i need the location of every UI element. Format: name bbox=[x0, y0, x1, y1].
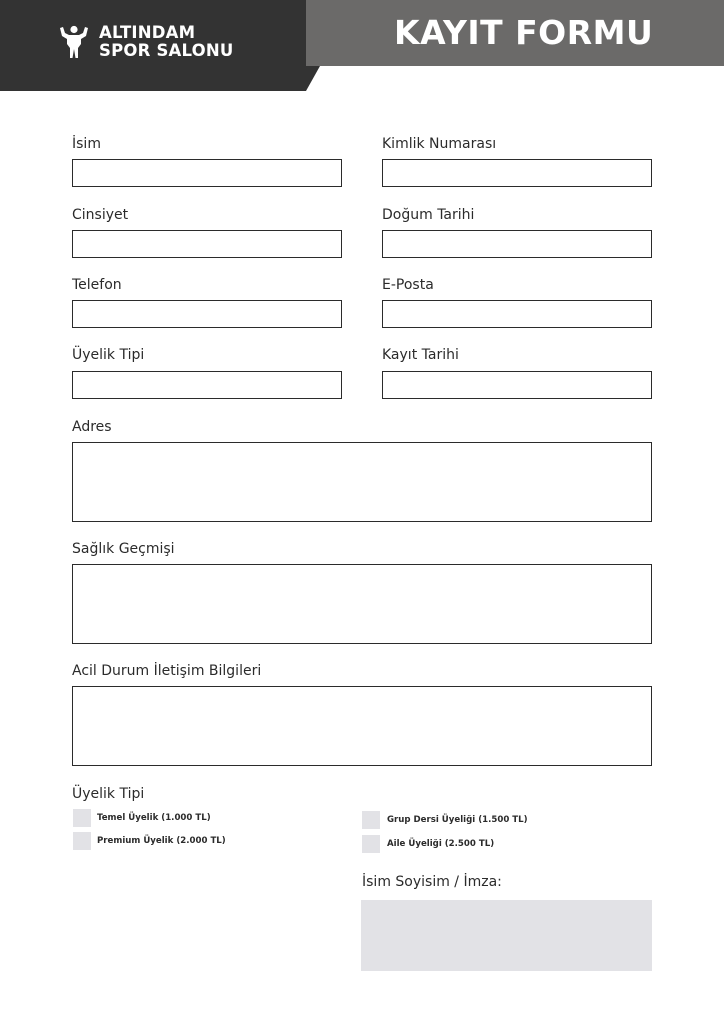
premium-uyelik-label: Premium Üyelik (2.000 TL) bbox=[97, 836, 226, 846]
uyelik-tipi-field[interactable] bbox=[72, 371, 342, 399]
adres-field[interactable] bbox=[72, 442, 652, 522]
temel-uyelik-label: Temel Üyelik (1.000 TL) bbox=[97, 813, 211, 823]
signature-field[interactable] bbox=[361, 900, 652, 971]
brand-name bbox=[99, 24, 233, 60]
cinsiyet-field[interactable] bbox=[72, 230, 342, 258]
aile-uyeligi-label: Aile Üyeliği (2.500 TL) bbox=[387, 839, 495, 849]
signature-label: İsim Soyisim / İmza: bbox=[362, 874, 502, 890]
telefon-label: Telefon bbox=[72, 277, 122, 293]
grup-dersi-checkbox[interactable] bbox=[362, 811, 380, 829]
dogum-tarihi-field[interactable] bbox=[382, 230, 652, 258]
bodybuilder-icon bbox=[56, 24, 92, 60]
isim-label: İsim bbox=[72, 136, 101, 152]
isim-field[interactable] bbox=[72, 159, 342, 187]
dogum-tarihi-label: Doğum Tarihi bbox=[382, 207, 475, 223]
membership-title: Üyelik Tipi bbox=[72, 786, 145, 802]
kayit-tarihi-field[interactable] bbox=[382, 371, 652, 399]
acil-durum-label: Acil Durum İletişim Bilgileri bbox=[72, 663, 262, 679]
kimlik-field[interactable] bbox=[382, 159, 652, 187]
premium-uyelik-checkbox[interactable] bbox=[73, 832, 91, 850]
eposta-field[interactable] bbox=[382, 300, 652, 328]
temel-uyelik-checkbox[interactable] bbox=[73, 809, 91, 827]
cinsiyet-label: Cinsiyet bbox=[72, 207, 129, 223]
brand-line-2: SPOR SALONU bbox=[99, 41, 234, 60]
uyelik-tipi-label: Üyelik Tipi bbox=[72, 347, 145, 363]
telefon-field[interactable] bbox=[72, 300, 342, 328]
kayit-tarihi-label: Kayıt Tarihi bbox=[382, 347, 459, 363]
brand-line-1: ALTINDAM bbox=[99, 23, 196, 42]
saglik-gecmisi-label: Sağlık Geçmişi bbox=[72, 541, 175, 557]
form-title: KAYIT FORMU bbox=[394, 13, 654, 52]
kimlik-label: Kimlik Numarası bbox=[382, 136, 497, 152]
grup-dersi-label: Grup Dersi Üyeliği (1.500 TL) bbox=[387, 815, 528, 825]
eposta-label: E-Posta bbox=[382, 277, 434, 293]
adres-label: Adres bbox=[72, 419, 112, 435]
aile-uyeligi-checkbox[interactable] bbox=[362, 835, 380, 853]
acil-durum-field[interactable] bbox=[72, 686, 652, 766]
saglik-gecmisi-field[interactable] bbox=[72, 564, 652, 644]
